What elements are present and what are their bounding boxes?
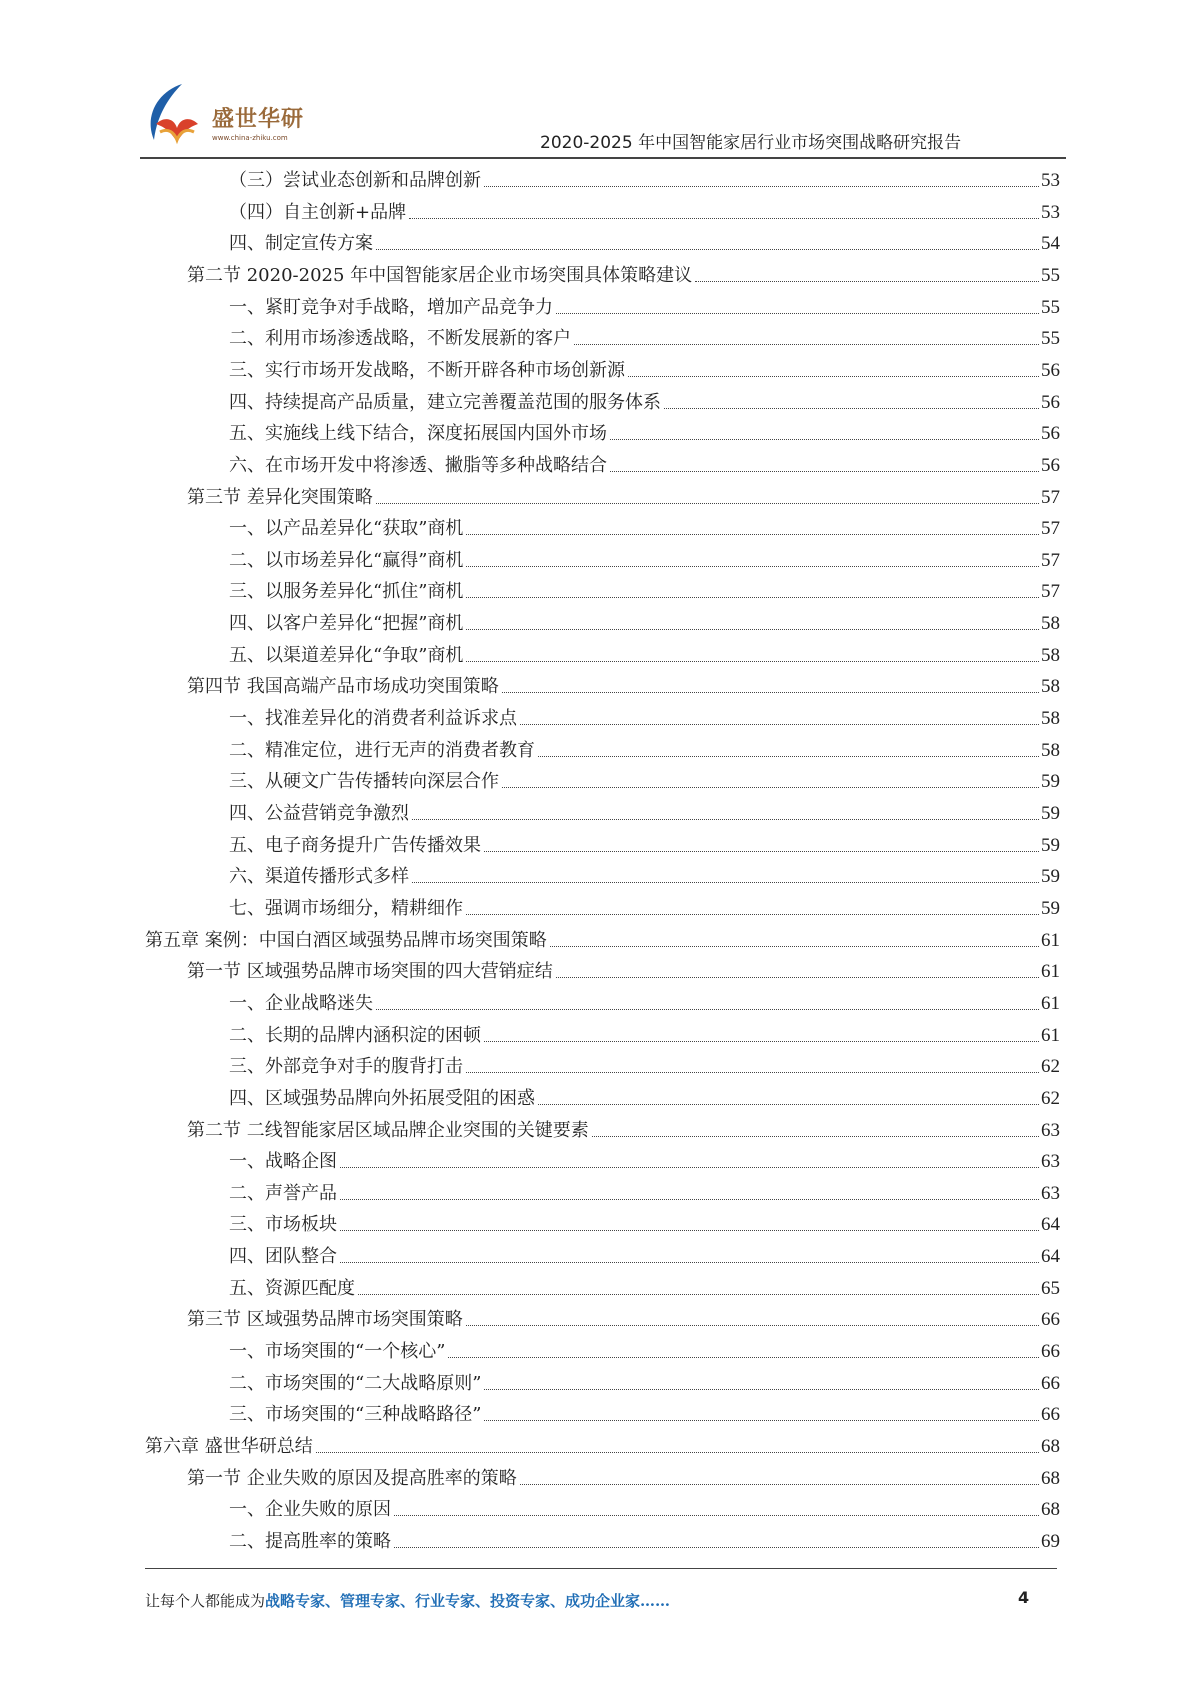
toc-leader-dots [409,218,1039,219]
toc-page-number: 57 [1041,486,1060,508]
toc-page-number: 56 [1041,423,1060,445]
toc-entry-title: 七、强调市场细分，精耕细作 [229,897,463,919]
toc-leader-dots [466,534,1039,535]
toc-leader-dots [376,503,1039,504]
toc-entry[interactable] [229,386,1060,414]
toc-page-number: 55 [1041,296,1060,318]
toc-leader-dots [466,566,1039,567]
toc-leader-dots [412,882,1039,883]
toc-entry[interactable] [229,1367,1060,1395]
toc-entry[interactable] [145,1430,1060,1458]
toc-leader-dots [502,787,1039,788]
toc-entry[interactable] [187,1114,1060,1142]
toc-leader-dots [610,471,1039,472]
toc-page-number: 55 [1041,264,1060,286]
toc-leader-dots [466,661,1039,662]
toc-entry[interactable] [229,322,1060,350]
toc-page-number: 66 [1041,1309,1060,1331]
footer-slogan [145,1590,670,1611]
toc-entry-title: 五、实施线上线下结合，深度拓展国内国外市场 [229,423,607,445]
toc-page-number: 62 [1041,1087,1060,1109]
logo-url: www.china-zhiku.com [212,134,288,142]
toc-entry[interactable] [229,1272,1060,1300]
toc-page-number: 55 [1041,328,1060,350]
toc-leader-dots [484,1389,1039,1390]
toc-leader-dots [484,1420,1039,1421]
toc-entry-title: 四、持续提高产品质量，建立完善覆盖范围的服务体系 [229,391,661,413]
toc-entry[interactable] [187,670,1060,698]
toc-leader-dots [376,1009,1039,1010]
toc-page-number: 53 [1041,170,1060,191]
toc-entry-title: 二、声誉产品 [229,1182,337,1204]
toc-leader-dots [394,1547,1039,1548]
toc-entry-title: 第三节 区域强势品牌市场突围策略 [187,1309,463,1331]
toc-leader-dots [394,1515,1039,1516]
toc-entry[interactable] [229,987,1060,1015]
logo-name: 盛世华研 [212,107,305,132]
toc-entry[interactable] [229,449,1060,477]
toc-entry[interactable] [229,1050,1060,1078]
toc-leader-dots [358,1294,1039,1295]
toc-entry[interactable] [187,955,1060,983]
toc-entry-title: 六、在市场开发中将渗透、撇脂等多种战略结合 [229,454,607,476]
toc-leader-dots [592,1136,1039,1137]
toc-entry-title: 三、实行市场开发战略，不断开辟各种市场创新源 [229,359,625,381]
toc-page-number: 66 [1041,1341,1060,1363]
toc-entry[interactable] [229,892,1060,920]
footer-divider [145,1568,1057,1569]
toc-entry[interactable] [229,512,1060,540]
toc-page-number: 61 [1041,929,1060,951]
page-number: 4 [1018,1588,1030,1607]
toc-leader-dots [520,1484,1039,1485]
toc-page-number: 62 [1041,1056,1060,1078]
toc-page-number: 59 [1041,771,1060,793]
toc-page-number: 63 [1041,1182,1060,1204]
toc-entry[interactable] [229,164,1060,192]
toc-page-number: 68 [1041,1436,1060,1457]
toc-leader-dots [340,1199,1039,1200]
toc-leader-dots [340,1230,1039,1231]
toc-entry[interactable] [229,354,1060,382]
toc-entry[interactable] [229,575,1060,603]
toc-leader-dots [316,1452,1039,1453]
toc-entry[interactable] [229,227,1060,255]
toc-leader-dots [538,756,1039,757]
toc-page-number: 59 [1041,866,1060,888]
slogan-suffix: …… [640,1592,671,1610]
toc-entry-title: 第五章 案例：中国白酒区域强势品牌市场突围策略 [145,929,547,951]
toc-leader-dots [376,249,1039,250]
toc-entry[interactable] [187,481,1060,509]
toc-page-number: 54 [1041,233,1060,255]
toc-entry-title: 二、提高胜率的策略 [229,1530,391,1552]
toc-entry-title: 二、以市场差异化“赢得”商机 [229,549,464,571]
toc-leader-dots [448,1357,1039,1358]
company-logo [142,82,322,152]
document-title: 2020-2025 年中国智能家居行业市场突围战略研究报告 [540,133,962,153]
toc-entry[interactable] [229,1082,1060,1110]
toc-entry[interactable] [187,1303,1060,1331]
toc-page-number: 58 [1041,708,1060,730]
toc-page-number: 61 [1041,1024,1060,1046]
toc-page-number: 63 [1041,1151,1060,1173]
toc-leader-dots [340,1262,1039,1263]
header-divider [140,157,1066,159]
toc-entry-title: 一、紧盯竞争对手战略，增加产品竞争力 [229,296,553,318]
toc-entry[interactable] [229,797,1060,825]
toc-page-number: 66 [1041,1404,1060,1426]
toc-leader-dots [466,597,1039,598]
toc-entry-title: 二、利用市场渗透战略，不断发展新的客户 [229,328,571,350]
toc-entry-title: 一、以产品差异化“获取”商机 [229,518,464,540]
toc-page-number: 57 [1041,549,1060,571]
toc-entry-title: 二、精准定位，进行无声的消费者教育 [229,739,535,761]
toc-entry-title: 四、团队整合 [229,1246,337,1268]
toc-entry-title: 一、企业失败的原因 [229,1499,391,1521]
toc-leader-dots [556,977,1039,978]
toc-entry-title: 第三节 差异化突围策略 [187,486,373,508]
toc-leader-dots [484,1041,1039,1042]
toc-entry-title: 二、长期的品牌内涵积淀的困顿 [229,1024,481,1046]
toc-entry-title: 四、制定宣传方案 [229,233,373,255]
toc-page-number: 56 [1041,359,1060,381]
toc-entry-title: 五、资源匹配度 [229,1277,355,1299]
toc-leader-dots [466,914,1039,915]
toc-entry-title: 第六章 盛世华研总结 [145,1436,313,1457]
toc-entry[interactable] [229,544,1060,572]
toc-leader-dots [466,1325,1039,1326]
toc-entry[interactable] [229,1019,1060,1047]
toc-page-number: 63 [1041,1119,1060,1141]
toc-leader-dots [695,281,1039,282]
toc-page-number: 64 [1041,1214,1060,1236]
toc-page-number: 56 [1041,454,1060,476]
toc-entry[interactable] [229,829,1060,857]
toc-entry[interactable] [229,1493,1060,1521]
toc-leader-dots [550,946,1039,947]
toc-leader-dots [466,1072,1039,1073]
toc-page-number: 57 [1041,581,1060,603]
toc-page-number: 59 [1041,803,1060,824]
toc-entry-title: （四）自主创新+品牌 [229,201,407,223]
toc-entry-title: 第一节 区域强势品牌市场突围的四大营销症结 [187,961,553,983]
toc-entry-title: 三、从硬文广告传播转向深层合作 [229,771,499,793]
toc-page-number: 68 [1041,1467,1060,1489]
toc-entry-title: 五、以渠道差异化“争取”商机 [229,644,464,666]
slogan-prefix: 让每个人都能成为 [145,1592,266,1610]
toc-leader-dots [484,851,1039,852]
toc-leader-dots [556,313,1039,314]
toc-leader-dots [610,439,1039,440]
toc-entry[interactable] [229,765,1060,793]
toc-page-number: 59 [1041,897,1060,919]
toc-page-number: 57 [1041,518,1060,540]
toc-entry[interactable] [229,1398,1060,1426]
toc-page-number: 58 [1041,676,1060,698]
toc-leader-dots [628,376,1039,377]
toc-entry-title: 二、市场突围的“二大战略原则” [229,1372,482,1394]
toc-entry[interactable] [145,924,1060,952]
toc-entry-title: 一、找准差异化的消费者利益诉求点 [229,708,517,730]
toc-entry-title: 三、市场突围的“三种战略路径” [229,1404,482,1426]
toc-entry-title: （三）尝试业态创新和品牌创新 [229,170,481,191]
toc-page-number: 61 [1041,992,1060,1014]
toc-entry-title: 三、以服务差异化“抓住”商机 [229,581,464,603]
toc-page-number: 64 [1041,1246,1060,1268]
toc-entry-title: 第一节 企业失败的原因及提高胜率的策略 [187,1467,517,1489]
toc-entry-title: 第四节 我国高端产品市场成功突围策略 [187,676,499,698]
toc-entry[interactable] [229,639,1060,667]
toc-entry[interactable] [229,1145,1060,1173]
toc-entry[interactable] [229,417,1060,445]
toc-entry-title: 四、区域强势品牌向外拓展受阻的困惑 [229,1087,535,1109]
toc-page-number: 58 [1041,613,1060,635]
toc-leader-dots [538,1104,1039,1105]
toc-entry[interactable] [229,1177,1060,1205]
toc-page-number: 56 [1041,391,1060,413]
toc-page-number: 65 [1041,1277,1060,1299]
toc-entry-title: 一、市场突围的“一个核心” [229,1341,446,1363]
toc-entry-title: 五、电子商务提升广告传播效果 [229,834,481,856]
toc-entry-title: 第二节 2020-2025 年中国智能家居企业市场突围具体策略建议 [187,264,693,286]
toc-page-number: 61 [1041,961,1060,983]
toc-leader-dots [484,186,1039,187]
toc-entry-title: 四、以客户差异化“把握”商机 [229,613,464,635]
toc-entry-title: 一、企业战略迷失 [229,992,373,1014]
toc-entry[interactable] [229,702,1060,730]
slogan-highlight: 战略专家、管理专家、行业专家、投资专家、成功企业家 [265,1592,641,1610]
toc-entry[interactable] [229,196,1060,224]
toc-entry[interactable] [229,860,1060,888]
toc-leader-dots [520,724,1039,725]
logo-emblem-icon [142,82,212,152]
toc-entry[interactable] [229,291,1060,319]
toc-leader-dots [502,692,1039,693]
toc-leader-dots [574,344,1039,345]
toc-leader-dots [466,629,1039,630]
toc-entry-title: 三、市场板块 [229,1214,337,1236]
toc-page-number: 58 [1041,644,1060,666]
toc-leader-dots [412,819,1039,820]
toc-page-number: 53 [1041,201,1060,223]
toc-entry[interactable] [229,1240,1060,1268]
toc-page-number: 68 [1041,1499,1060,1521]
toc-entry[interactable] [229,1208,1060,1236]
toc-page-number: 59 [1041,834,1060,856]
toc-leader-dots [340,1167,1039,1168]
toc-entry[interactable] [187,1462,1060,1490]
toc-entry[interactable] [229,607,1060,635]
toc-page-number: 66 [1041,1372,1060,1394]
toc-leader-dots [664,408,1039,409]
toc-entry-title: 第二节 二线智能家居区域品牌企业突围的关键要素 [187,1119,589,1141]
toc-entry[interactable] [187,259,1060,287]
toc-entry-title: 三、外部竞争对手的腹背打击 [229,1056,463,1078]
toc-entry[interactable] [229,1525,1060,1553]
toc-page-number: 69 [1041,1530,1060,1552]
toc-entry-title: 四、公益营销竞争激烈 [229,803,409,824]
toc-entry[interactable] [229,734,1060,762]
toc-entry-title: 一、战略企图 [229,1151,337,1173]
toc-entry-title: 六、渠道传播形式多样 [229,866,409,888]
toc-entry[interactable] [229,1335,1060,1363]
toc-page-number: 58 [1041,739,1060,761]
